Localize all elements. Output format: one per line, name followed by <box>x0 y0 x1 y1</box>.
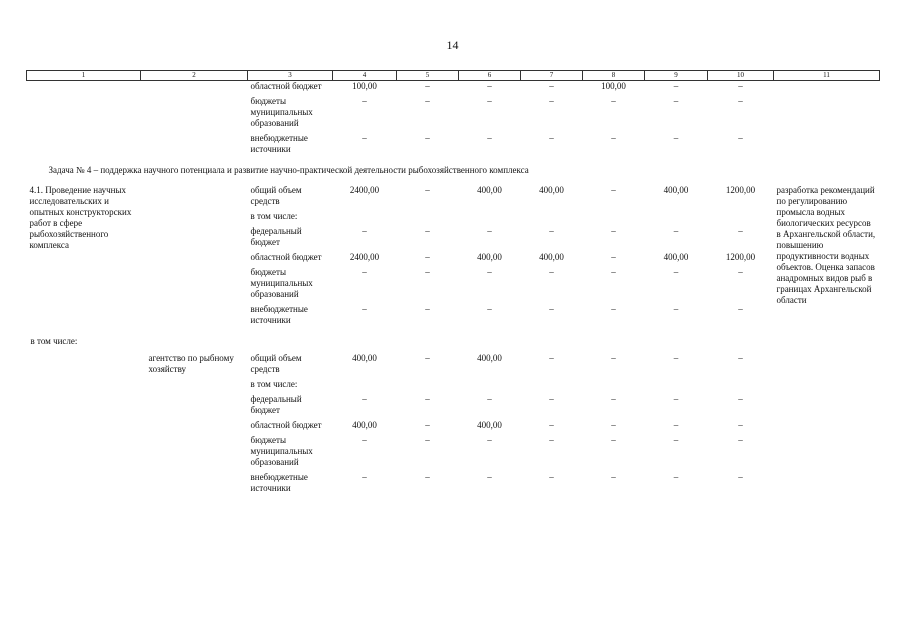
value-cell: 1200,00 <box>725 252 756 262</box>
value-cell: – <box>362 226 367 236</box>
value-cell: – <box>549 472 554 482</box>
value-cell <box>645 379 708 394</box>
value-cell: – <box>738 435 743 445</box>
table-row <box>27 133 880 159</box>
value-cell: 400,00 <box>477 185 502 195</box>
value-cell: – <box>425 226 430 236</box>
table-row <box>27 353 880 379</box>
value-cell: – <box>362 304 367 314</box>
funding-source: бюджеты муниципальных образований <box>250 267 313 299</box>
value-cell: – <box>549 394 554 404</box>
measure-name: 4.1. Проведение научных исследовательских и опытных конструкторских работ в сфере рыбохозяйственного комплекса <box>29 185 132 250</box>
value-cell: – <box>362 472 367 482</box>
value-cell: 100,00 <box>352 81 377 91</box>
value-cell: – <box>738 267 743 277</box>
value-cell: – <box>549 267 554 277</box>
value-cell: – <box>611 267 616 277</box>
value-cell <box>459 379 521 394</box>
value-cell: – <box>611 96 616 106</box>
value-cell: – <box>425 96 430 106</box>
funding-source: внебюджетные источники <box>250 472 308 493</box>
value-cell <box>521 379 583 394</box>
value-cell <box>397 379 459 394</box>
value-cell: – <box>425 185 430 195</box>
value-cell <box>708 211 774 226</box>
value-cell: – <box>738 472 743 482</box>
value-cell: – <box>738 394 743 404</box>
value-cell: – <box>549 96 554 106</box>
executor-name: агентство по рыбному хозяйству <box>148 353 234 374</box>
funding-source: в том числе: <box>250 211 298 221</box>
funding-source: областной бюджет <box>250 252 322 262</box>
value-cell: 100,00 <box>601 81 626 91</box>
column-number: 7 <box>521 71 583 81</box>
value-cell: – <box>362 96 367 106</box>
value-cell: – <box>362 435 367 445</box>
value-cell: – <box>425 472 430 482</box>
value-cell: – <box>487 304 492 314</box>
value-cell: – <box>549 226 554 236</box>
value-cell: – <box>425 81 430 91</box>
funding-source: бюджеты муниципальных образований <box>250 96 313 128</box>
value-cell <box>583 211 645 226</box>
value-cell: – <box>611 472 616 482</box>
funding-source: общий объем средств <box>250 185 302 206</box>
value-cell: 2400,00 <box>349 185 380 195</box>
funding-source: федеральный бюджет <box>250 394 302 415</box>
value-cell: – <box>611 420 616 430</box>
value-cell: – <box>673 226 679 236</box>
table-row <box>27 185 880 211</box>
value-cell: 400,00 <box>539 185 564 195</box>
expected-result: разработка рекомендаций по регулированию промысла водных биологических ресурсов в Архангельской области, повышению продуктивности водных объектов. Оценка запасов анадромных видов рыб в границах Архангельской области <box>776 185 876 305</box>
value-cell: – <box>738 420 743 430</box>
value-cell: – <box>425 394 430 404</box>
value-cell: – <box>738 304 743 314</box>
value-cell <box>583 379 645 394</box>
funding-source: областной бюджет <box>250 81 322 91</box>
value-cell: – <box>673 96 679 106</box>
value-cell: – <box>673 267 679 277</box>
value-cell: – <box>549 133 554 143</box>
value-cell: – <box>487 267 492 277</box>
task-row <box>27 159 880 185</box>
value-cell <box>521 211 583 226</box>
value-cell: – <box>673 394 679 404</box>
column-number: 9 <box>645 71 708 81</box>
value-cell: – <box>673 420 679 430</box>
value-cell: – <box>673 81 679 91</box>
program-table-section <box>26 70 879 498</box>
column-number: 8 <box>583 71 645 81</box>
value-cell: 2400,00 <box>349 252 380 262</box>
column-number: 1 <box>27 71 141 81</box>
funding-source: федеральный бюджет <box>250 226 302 247</box>
value-cell: – <box>425 133 430 143</box>
value-cell <box>459 211 521 226</box>
value-cell: – <box>673 133 679 143</box>
value-cell: – <box>673 304 679 314</box>
value-cell: – <box>611 304 616 314</box>
value-cell: – <box>673 435 679 445</box>
funding-source: областной бюджет <box>250 420 322 430</box>
value-cell: – <box>362 267 367 277</box>
value-cell: – <box>362 133 367 143</box>
value-cell: – <box>549 420 554 430</box>
value-cell: 400,00 <box>477 420 502 430</box>
value-cell: – <box>738 81 743 91</box>
value-cell: – <box>487 96 492 106</box>
value-cell: – <box>487 226 492 236</box>
page-number: 14 <box>446 38 459 52</box>
value-cell: – <box>738 133 743 143</box>
value-cell: 1200,00 <box>725 185 756 195</box>
task-title: Задача № 4 – поддержка научного потенциала и развитие научно-практической деятельности рыбохозяйственного комплекса <box>48 165 529 175</box>
column-number: 5 <box>397 71 459 81</box>
value-cell <box>333 379 397 394</box>
value-cell: – <box>738 226 743 236</box>
value-cell <box>397 211 459 226</box>
table-row <box>27 96 880 133</box>
funding-source: внебюджетные источники <box>250 133 308 154</box>
value-cell: – <box>611 226 616 236</box>
value-cell: – <box>425 435 430 445</box>
including-label: в том числе: <box>30 336 78 346</box>
value-cell: – <box>549 304 554 314</box>
value-cell: – <box>549 353 554 363</box>
value-cell: – <box>425 420 430 430</box>
value-cell: – <box>611 133 616 143</box>
value-cell: – <box>362 394 367 404</box>
funding-source: внебюджетные источники <box>250 304 308 325</box>
value-cell: – <box>611 394 616 404</box>
value-cell: 400,00 <box>477 353 502 363</box>
value-cell: – <box>611 435 616 445</box>
value-cell: 400,00 <box>477 252 502 262</box>
value-cell: – <box>549 81 554 91</box>
value-cell: 400,00 <box>352 353 377 363</box>
column-number: 11 <box>774 71 880 81</box>
value-cell: – <box>487 133 492 143</box>
value-cell: – <box>549 435 554 445</box>
value-cell: – <box>425 252 430 262</box>
value-cell <box>333 211 397 226</box>
value-cell: – <box>487 394 492 404</box>
column-number: 6 <box>459 71 521 81</box>
value-cell: – <box>673 353 679 363</box>
value-cell: – <box>738 353 743 363</box>
value-cell: – <box>738 96 743 106</box>
value-cell: – <box>425 267 430 277</box>
column-number: 10 <box>708 71 774 81</box>
value-cell: – <box>611 185 616 195</box>
column-number: 3 <box>248 71 333 81</box>
value-cell: – <box>487 472 492 482</box>
funding-source: общий объем средств <box>250 353 302 374</box>
funding-source: в том числе: <box>250 379 298 389</box>
value-cell <box>645 211 708 226</box>
value-cell: – <box>611 252 616 262</box>
value-cell: – <box>425 353 430 363</box>
column-number-row <box>27 71 880 81</box>
value-cell: 400,00 <box>663 185 689 195</box>
value-cell: – <box>611 353 616 363</box>
value-cell <box>708 379 774 394</box>
value-cell: 400,00 <box>352 420 377 430</box>
funding-source: бюджеты муниципальных образований <box>250 435 313 467</box>
column-number: 2 <box>141 71 248 81</box>
value-cell: – <box>487 81 492 91</box>
value-cell: 400,00 <box>539 252 564 262</box>
program-table <box>26 70 880 498</box>
column-number: 4 <box>333 71 397 81</box>
value-cell: – <box>487 435 492 445</box>
table-row <box>27 81 880 97</box>
including-row <box>27 330 880 353</box>
value-cell: – <box>425 304 430 314</box>
value-cell: – <box>673 472 679 482</box>
value-cell: 400,00 <box>663 252 689 262</box>
